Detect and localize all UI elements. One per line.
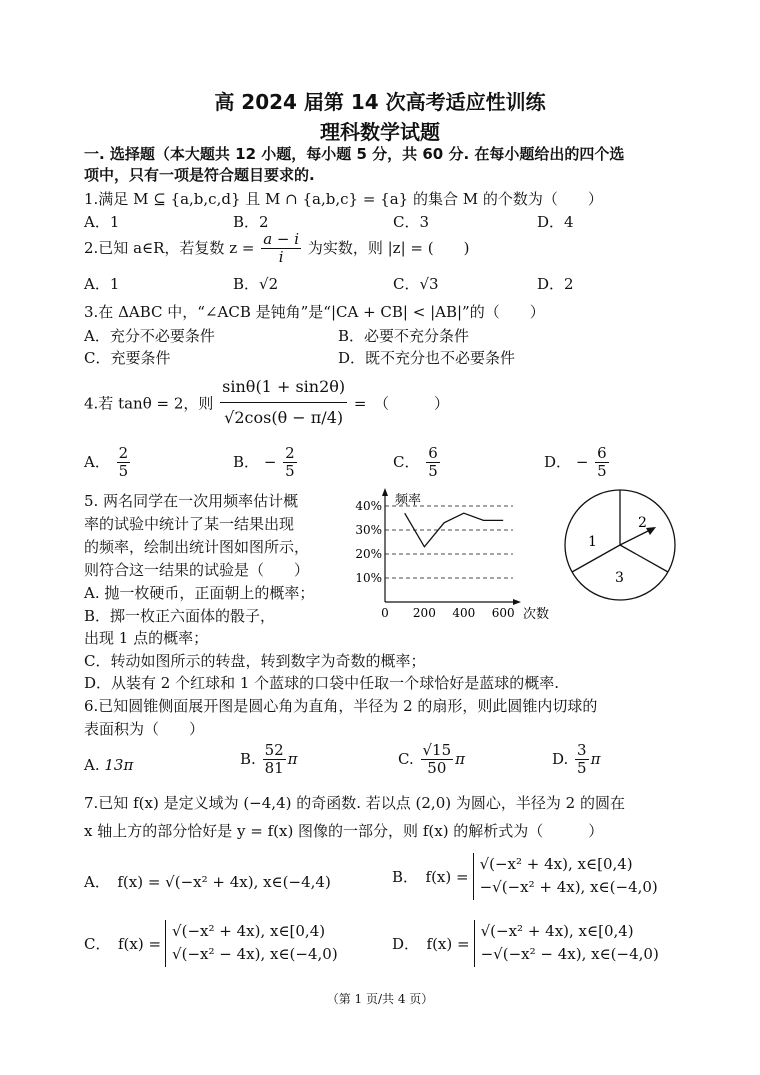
q6-option-d-frac [575,742,589,778]
q7-stem-line2: x 轴上方的部分恰好是 y = f(x) 图像的一部分，则 f(x) 的解析式为（ ） [84,822,604,840]
q2-stem-pre: 2.已知 a∈R，若复数 z = [84,238,255,257]
q4-option-d-sign: − [575,452,589,471]
q4-stem [84,372,449,434]
q4-option-a-num: 2 [118,444,129,462]
q5-option-a: A. 抛一枚硬币，正面朝上的概率； [84,584,315,602]
q7-option-d-case1: √(−x² + 4x), x∈[0,4) [480,922,634,940]
q4-option-b-den: 5 [285,462,295,481]
q4-option-a-label: A． [84,452,110,471]
q4-option-d [544,445,611,481]
q1-option-d: D．4 [537,213,574,231]
y-tick-label: 40% [355,499,382,513]
q7-option-b [392,853,658,900]
q2-fraction [261,231,301,267]
q4-frac-num: sinθ(1 + sin2θ) [220,372,347,403]
q4-option-b-sign: − [263,452,277,471]
q4-option-c-den: 5 [428,462,438,481]
q6-option-a-value: 13π [104,756,134,774]
q2-stem-post: 为实数，则 |z| = ( ) [307,238,470,257]
q4-option-d-num: 6 [597,444,607,462]
q4-option-c-label: C． [393,452,420,471]
q2-option-c: C．√3 [393,275,439,293]
chart-grid [385,506,513,578]
q2-stem [84,231,469,267]
q4-option-b-label: B． [233,452,260,471]
q5-option-b-cont: 出现 1 点的概率； [84,629,209,647]
q3-option-b: B．必要不充分条件 [338,327,470,345]
q7-option-c-case2: √(−x² − 4x), x∈(−4,0) [172,945,338,964]
spinner-diagram [560,486,680,604]
q4-option-c [393,445,442,481]
q4-frac-den: √2cos(θ − π/4) [224,408,344,428]
q6-option-c [398,742,465,778]
q7-option-d-piecewise [474,920,659,967]
q6-stem-line2: 表面积为（ ） [84,720,205,738]
q6-option-d-den: 5 [577,759,587,778]
x-tick-label: 600 [491,606,515,620]
exam-subtitle: 理科数学试题 [320,120,440,144]
q7-option-b-piecewise [473,853,658,900]
q7-stem-line1: 7.已知 f(x) 是定义域为 (−4,4) 的奇函数. 若以点 (2,0) 为圆心，半径为 2 的圆在 [84,794,625,812]
q2-frac-num: a − i [263,230,300,248]
q6-option-b-den: 81 [264,759,284,778]
y-tick-labels [355,499,382,585]
q5-option-d: D．从装有 2 个红球和 1 个蓝球的口袋中任取一个球恰好是蓝球的概率. [84,674,559,692]
q4-stem-pre: 4.若 tanθ = 2，则 [84,394,214,413]
q1-option-b: B．2 [233,213,269,231]
q7-option-c-piecewise [165,920,338,967]
x-axis-arrow [513,599,521,605]
y-tick-label: 20% [355,547,382,561]
q6-stem-line1: 6.已知圆锥侧面展开图是圆心角为直角，半径为 2 的扇形，则此圆锥内切球的 [84,697,598,715]
q3-option-a: A．充分不必要条件 [84,327,215,345]
q4-option-a [84,445,132,481]
q3-stem: 3.在 ΔABC 中，“∠ACB 是钝角”是“|CA + CB| < |AB|”的（ ） [84,303,545,321]
spinner-divider-right [620,545,668,572]
q5-option-b: B．掷一枚正六面体的骰子， [84,607,276,625]
frequency-line-chart [345,486,560,621]
spinner-label-2: 2 [638,515,647,531]
q4-fraction [220,372,347,434]
q6-option-b-frac [263,742,286,778]
q2-frac-den: i [278,248,284,267]
x-tick-label: 200 [412,606,436,620]
q6-option-d [552,742,600,778]
q6-option-b-pi: π [287,749,298,768]
q6-option-c-den: 50 [427,759,447,778]
spinner-label-1: 1 [588,534,597,550]
q6-option-b-label: B. [240,749,256,768]
q6-option-c-num: √15 [422,741,452,759]
spinner-pointer [620,530,650,545]
q1-option-c: C．3 [393,213,430,231]
q2-option-a: A．1 [84,275,120,293]
q7-option-c-label: C． f(x) = [84,934,162,953]
section-heading-line2: 项中，只有一项是符合题目要求的. [84,166,315,184]
q6-option-d-label: D. [552,749,569,768]
q5-line: 的频率，绘制出统计图如图所示， [84,538,310,556]
q7-option-d-case2: −√(−x² − 4x), x∈(−4,0) [480,945,659,964]
q4-option-d-label: D． [544,452,572,471]
q7-option-b-case1: √(−x² + 4x), x∈[0,4) [479,855,633,873]
q3-option-d: D．既不充分也不必要条件 [338,349,516,367]
page-footer: （第 1 页/共 4 页） [326,992,434,1006]
spinner-label-3: 3 [615,570,624,586]
q6-option-c-pi: π [455,749,466,768]
q7-option-b-label: B． f(x) = [392,867,469,886]
q4-option-d-den: 5 [597,462,607,481]
q4-option-b-frac [283,445,297,481]
series-line [405,513,503,547]
q5-line: 5. 两名同学在一次用频率估计概 [84,492,299,510]
section-heading-line1: 一. 选择题（本大题共 12 小题，每小题 5 分，共 60 分. 在每小题给出的四个选 [84,145,625,163]
q4-option-c-frac [426,445,440,481]
q6-option-d-pi: π [590,749,601,768]
q1-stem: 1.满足 M ⊆ {a,b,c,d} 且 M ∩ {a,b,c} = {a} 的集合 M 的个数为（ ） [84,190,603,208]
q4-stem-post: = （ ） [353,394,449,413]
q7-option-b-case2: −√(−x² + 4x), x∈(−4,0) [479,878,658,897]
q4-option-a-den: 5 [118,462,129,481]
q4-option-d-frac [595,445,609,481]
q2-option-d: D．2 [537,275,574,293]
q6-option-b [240,742,298,778]
q4-option-b [233,445,299,481]
q2-option-b: B．√2 [233,275,279,293]
q5-option-c: C．转动如图所示的转盘，转到数字为奇数的概率； [84,652,426,670]
q1-option-a: A．1 [84,213,120,231]
q4-option-a-frac [117,445,131,481]
x-axis-label: 次数 [523,607,550,621]
q5-line: 率的试验中统计了某一结果出现 [84,515,295,533]
q7-option-a: A． f(x) = √(−x² + 4x), x∈(−4,4) [84,873,331,891]
q7-option-c [84,920,338,967]
q7-option-d [392,920,659,967]
q6-option-d-num: 3 [577,741,587,759]
q3-option-c: C．充要条件 [84,349,171,367]
y-tick-label: 10% [355,571,382,585]
q6-option-a [84,756,133,774]
q6-option-c-label: C. [398,749,414,768]
exam-title: 高 2024 届第 14 次高考适应性训练 [214,90,546,114]
y-axis-arrow [382,488,388,496]
x-tick-labels [381,606,514,620]
q7-option-d-label: D． f(x) = [392,934,470,953]
y-tick-label: 30% [355,523,382,537]
q6-option-a-label: A. [84,756,100,774]
q4-option-b-num: 2 [285,444,295,462]
q5-line: 则符合这一结果的试验是（ ） [84,561,310,579]
q6-option-c-frac [421,742,454,778]
x-tick-label: 400 [452,606,476,620]
x-tick-label: 0 [381,606,389,620]
y-axis-label: 频率 [395,493,422,508]
q6-option-b-num: 52 [264,741,284,759]
q7-option-c-case1: √(−x² + 4x), x∈[0,4) [172,922,326,940]
q4-option-c-num: 6 [428,444,438,462]
